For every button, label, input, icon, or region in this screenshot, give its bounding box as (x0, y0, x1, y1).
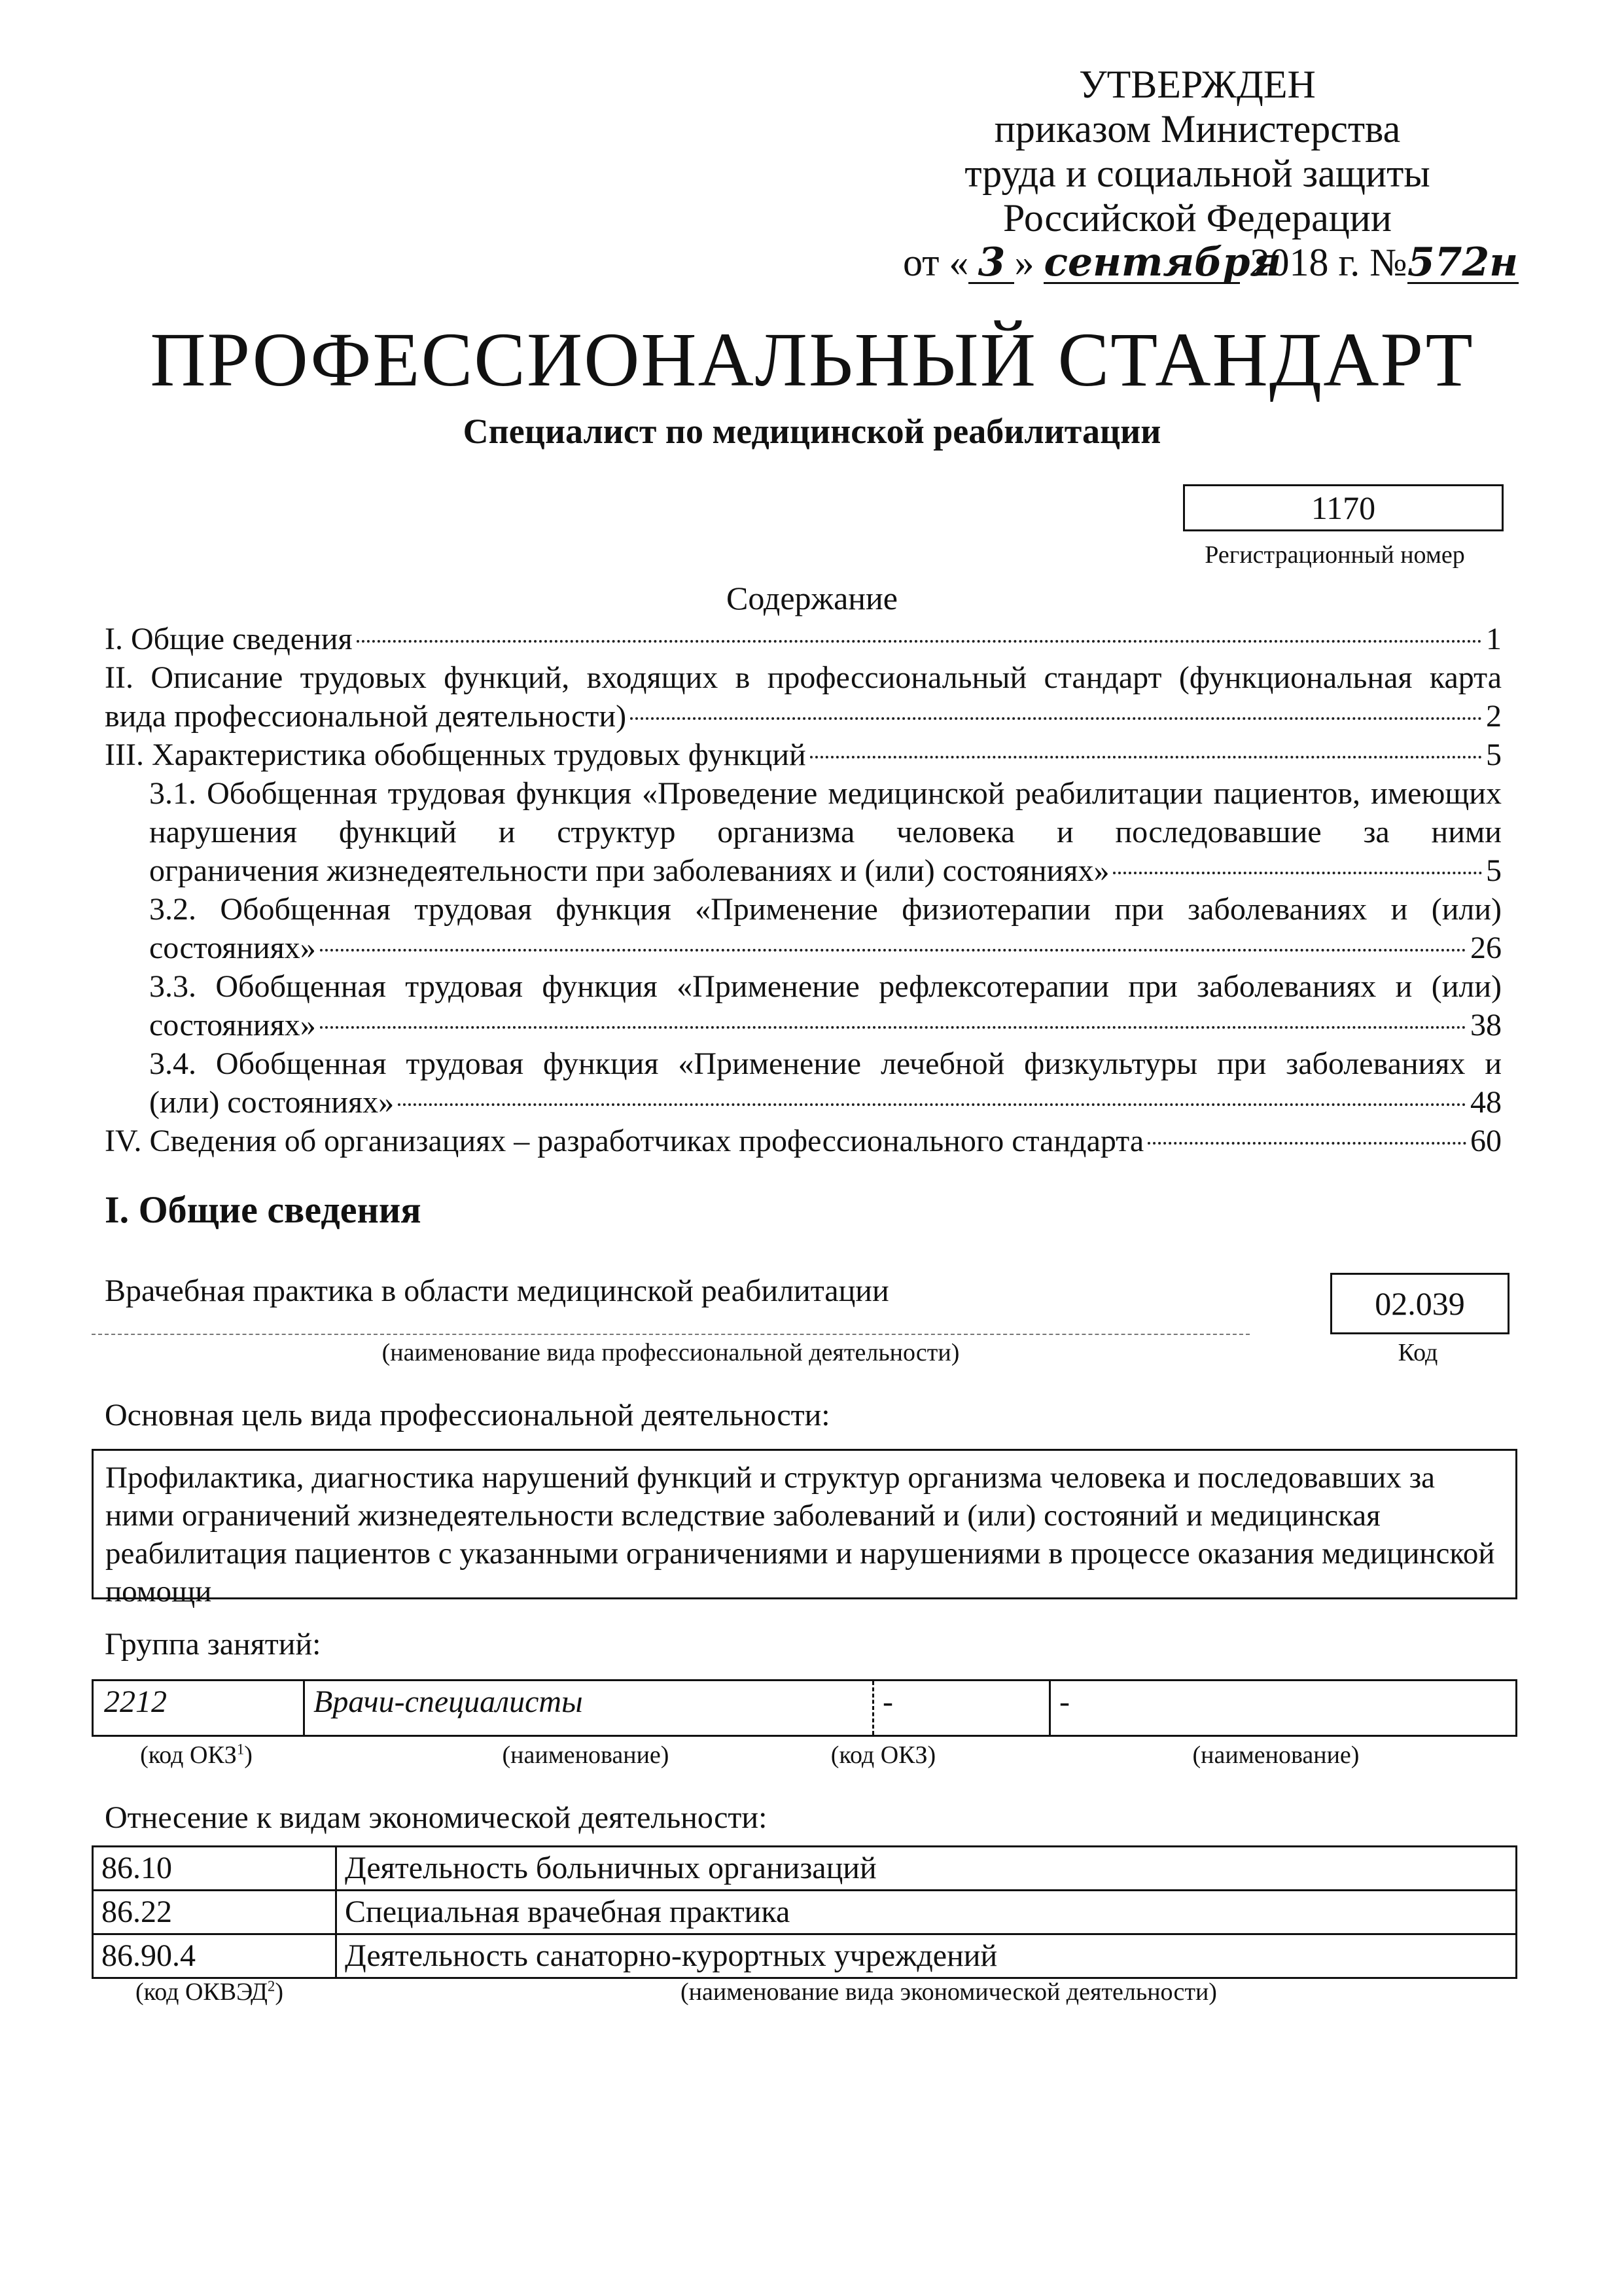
toc-entry-text: ограничения жизнедеятельности при заболеваниях и (или) состояниях» (149, 853, 1110, 888)
toc-entry-text: I. Общие сведения (105, 622, 353, 656)
toc-page: 5 (1486, 853, 1502, 888)
toc-page: 2 (1486, 699, 1502, 734)
approval-line-1: УТВЕРЖДЕН (1079, 63, 1316, 106)
toc-leader (320, 1026, 1466, 1029)
toc-entry-text: III. Характеристика обобщенных трудовых функций (105, 738, 806, 772)
economic-activity-label: Отнесение к видам экономической деятельности: (105, 1800, 768, 1835)
toc-entry-lead: 3.2. Обобщенная трудовая функция «Применение физиотерапии при заболеваниях и (или) (149, 892, 1502, 927)
registration-number-box: 1170 (1183, 484, 1504, 531)
toc-page: 48 (1470, 1085, 1502, 1120)
activity-code-caption: Код (1398, 1339, 1438, 1366)
okved-name: Деятельность санаторно-курортных учреждений (336, 1934, 1517, 1978)
registration-number-label: Регистрационный номер (1205, 541, 1465, 569)
table-of-contents (105, 620, 1502, 1160)
approval-date-line (903, 240, 1519, 285)
date-prefix: от « (903, 241, 969, 284)
okved-code: 86.90.4 (93, 1934, 336, 1978)
toc-entry-lead: II. Описание трудовых функций, входящих в профессиональный стандарт (функциональная карта (105, 660, 1502, 695)
toc-leader (1148, 1142, 1466, 1145)
approval-line-3: труда и социальной защиты (964, 152, 1430, 195)
document-title: ПРОФЕССИОНАЛЬНЫЙ СТАНДАРТ (150, 317, 1474, 402)
date-day: 3 (968, 243, 1014, 284)
toc-leader (357, 640, 1482, 643)
toc-page: 1 (1486, 622, 1502, 656)
group-label: Группа занятий: (105, 1627, 321, 1662)
section-title: I. Общие сведения (105, 1188, 421, 1231)
toc-leader (398, 1103, 1466, 1106)
okved-code-caption: (код ОКВЭД$^2$) (135, 1978, 283, 2006)
group-name-1: Врачи-специалисты (313, 1684, 583, 1719)
group-name-2: - (1059, 1684, 1070, 1719)
okved-name: Специальная врачебная практика (336, 1891, 1517, 1934)
toc-entry[interactable] (105, 1044, 1502, 1122)
okved-code: 86.10 (93, 1847, 336, 1891)
date-month: сентября (1044, 240, 1282, 285)
activity-name: Врачебная практика в области медицинской реабилитации (105, 1273, 889, 1308)
toc-entry-text: состояниях» (149, 931, 316, 965)
group-code-1-caption: (код ОКЗ$^1$) (140, 1741, 253, 1769)
toc-page: 5 (1486, 738, 1502, 772)
activity-code-box: 02.039 (1330, 1273, 1509, 1334)
toc-heading: Содержание (726, 580, 898, 616)
okved-name-caption: (наименование вида экономической деятельности) (680, 1978, 1217, 2006)
goal-label: Основная цель вида профессиональной деятельности: (105, 1398, 830, 1432)
toc-entry[interactable] (105, 774, 1502, 890)
toc-page: 60 (1470, 1124, 1502, 1158)
activity-caption: (наименование вида профессиональной деятельности) (381, 1339, 960, 1366)
group-code-2: - (883, 1684, 893, 1719)
toc-entry-lead: 3.1. Обобщенная трудовая функция «Проведение медицинской реабилитации пациентов, имеющих нарушения функций и структур организма человека и последовавшие за ними (149, 776, 1502, 849)
order-number: 572н (1407, 240, 1519, 285)
toc-entry-text: (или) состояниях» (149, 1085, 395, 1120)
activity-underline (92, 1334, 1250, 1335)
group-code-2-caption: (код ОКЗ) (830, 1741, 936, 1769)
toc-entry-text: вида профессиональной деятельности) (105, 699, 627, 734)
document-subtitle: Специалист по медицинской реабилитации (463, 412, 1161, 451)
economic-activity-table (92, 1845, 1517, 1979)
toc-leader (630, 717, 1482, 720)
toc-leader (1113, 872, 1482, 874)
approval-block (903, 62, 1519, 285)
occupation-group-row (92, 1679, 1517, 1737)
approval-line-2: приказом Министерства (994, 107, 1401, 151)
date-year: 2018 г. № (1250, 241, 1407, 284)
group-name-2-caption: (наименование) (1192, 1741, 1360, 1769)
approval-line-4: Российской Федерации (1002, 196, 1392, 240)
group-name-1-caption: (наименование) (502, 1741, 669, 1769)
toc-entry[interactable] (105, 620, 1502, 658)
okved-name: Деятельность больничных организаций (336, 1847, 1517, 1891)
toc-entry[interactable] (105, 658, 1502, 736)
toc-entry-lead: 3.3. Обобщенная трудовая функция «Применение рефлексотерапии при заболеваниях и (или) (149, 969, 1502, 1004)
okved-code: 86.22 (93, 1891, 336, 1934)
toc-entry[interactable] (105, 736, 1502, 774)
toc-entry-text: IV. Сведения об организациях – разработчиках профессионального стандарта (105, 1124, 1144, 1158)
table-row (93, 1891, 1517, 1934)
toc-entry[interactable] (105, 890, 1502, 967)
toc-leader (810, 756, 1482, 758)
toc-page: 26 (1470, 931, 1502, 965)
toc-entry-lead: 3.4. Обобщенная трудовая функция «Применение лечебной физкультуры при заболеваниях и (149, 1046, 1502, 1081)
toc-entry[interactable] (105, 967, 1502, 1044)
toc-page: 38 (1470, 1008, 1502, 1042)
table-row (93, 1934, 1517, 1978)
toc-leader (320, 949, 1466, 952)
table-row (93, 1847, 1517, 1891)
group-code-1: 2212 (104, 1684, 167, 1719)
toc-entry-text: состояниях» (149, 1008, 316, 1042)
goal-text-box: Профилактика, диагностика нарушений функций и структур организма человека и последовавших за ними ограничений жизнедеятельности вследствие заболеваний и (или) состояний и медицинская реабилитация пациентов с указанными ограничениями и нарушениями в процессе оказания медицинской помощи (92, 1449, 1517, 1599)
date-mid: » (1014, 241, 1034, 284)
toc-entry[interactable] (105, 1122, 1502, 1160)
